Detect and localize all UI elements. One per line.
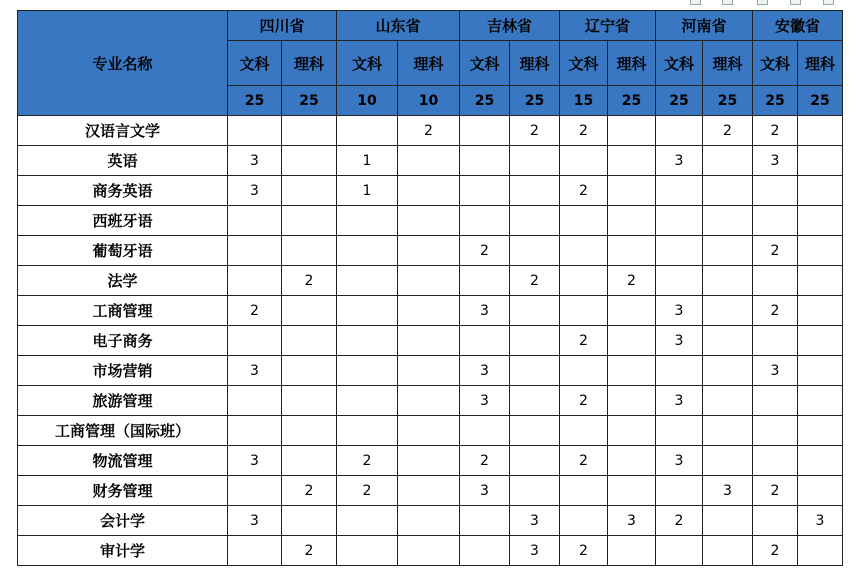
table-row [18,356,843,386]
major-column-header: 专业名称 [18,11,228,116]
quota-value-cell [337,536,398,566]
major-name-cell: 汉语言文学 [18,116,228,146]
quota-cell: 25 [703,86,753,116]
quota-value-cell [460,536,510,566]
quota-value-cell [753,176,798,206]
quota-value-cell: 3 [228,446,282,476]
major-name-cell: 法学 [18,266,228,296]
quota-value-cell: 2 [753,236,798,266]
quota-value-cell [460,266,510,296]
subject-header: 理科 [798,41,843,86]
quota-value-cell: 3 [656,446,703,476]
quota-value-cell [228,536,282,566]
quota-value-cell [703,236,753,266]
quota-value-cell [798,296,843,326]
quota-value-cell [460,416,510,446]
quota-value-cell [337,356,398,386]
table-row [18,236,843,266]
quota-value-cell: 3 [228,176,282,206]
subject-header: 理科 [282,41,337,86]
quota-value-cell: 2 [753,476,798,506]
quota-value-cell [798,176,843,206]
table-row [18,416,843,446]
quota-value-cell [560,416,608,446]
quota-value-cell [608,386,656,416]
quota-value-cell [798,446,843,476]
quota-value-cell [753,326,798,356]
quota-value-cell [398,536,460,566]
province-header: 河南省 [656,11,753,41]
quota-value-cell: 2 [337,476,398,506]
quota-value-cell [703,326,753,356]
quota-value-cell [510,146,560,176]
quota-value-cell: 2 [753,116,798,146]
quota-value-cell [510,416,560,446]
province-header: 山东省 [337,11,460,41]
quota-value-cell [282,236,337,266]
quota-value-cell [282,176,337,206]
quota-value-cell [337,266,398,296]
major-name-cell: 旅游管理 [18,386,228,416]
quota-value-cell: 2 [282,266,337,296]
quota-value-cell: 2 [510,116,560,146]
quota-value-cell [798,206,843,236]
top-toolbar-strip [0,0,856,10]
table-row [18,176,843,206]
quota-value-cell [337,386,398,416]
quota-value-cell [798,326,843,356]
quota-value-cell [703,446,753,476]
quota-value-cell: 2 [560,386,608,416]
enrollment-plan-table [17,10,843,566]
subject-header: 理科 [608,41,656,86]
quota-value-cell [608,356,656,386]
quota-value-cell: 2 [703,116,753,146]
quota-value-cell: 3 [460,296,510,326]
quota-value-cell [398,506,460,536]
quota-value-cell [798,116,843,146]
quota-value-cell: 2 [560,326,608,356]
quota-value-cell [608,476,656,506]
quota-value-cell [337,236,398,266]
quota-value-cell [608,236,656,266]
quota-value-cell [228,236,282,266]
quota-value-cell [798,386,843,416]
table-row [18,386,843,416]
quota-value-cell: 3 [460,356,510,386]
table-row [18,296,843,326]
quota-value-cell [282,296,337,326]
province-header: 安徽省 [753,11,843,41]
quota-value-cell: 3 [656,296,703,326]
toolbar-icon[interactable] [757,0,768,5]
major-name-cell: 西班牙语 [18,206,228,236]
quota-value-cell [228,326,282,356]
table-row [18,146,843,176]
quota-value-cell: 3 [228,146,282,176]
toolbar-icon[interactable] [790,0,801,5]
quota-value-cell: 1 [337,176,398,206]
toolbar-icon[interactable] [722,0,733,5]
quota-value-cell: 3 [703,476,753,506]
quota-value-cell [798,356,843,386]
quota-value-cell [560,476,608,506]
quota-value-cell [282,326,337,356]
subject-header: 文科 [560,41,608,86]
quota-value-cell [703,146,753,176]
table-row [18,506,843,536]
quota-value-cell [656,236,703,266]
quota-value-cell: 3 [753,146,798,176]
quota-value-cell [608,146,656,176]
quota-value-cell: 2 [753,536,798,566]
quota-value-cell [510,446,560,476]
quota-value-cell [460,326,510,356]
quota-value-cell [753,206,798,236]
quota-value-cell [560,356,608,386]
quota-value-cell: 3 [753,356,798,386]
quota-cell: 25 [282,86,337,116]
table-row [18,446,843,476]
quota-value-cell [703,416,753,446]
quota-value-cell [608,206,656,236]
major-name-cell: 工商管理（国际班） [18,416,228,446]
quota-value-cell [510,236,560,266]
quota-value-cell [228,206,282,236]
quota-cell: 25 [753,86,798,116]
quota-value-cell [608,116,656,146]
quota-value-cell [398,176,460,206]
quota-value-cell: 2 [460,236,510,266]
quota-cell: 10 [398,86,460,116]
quota-value-cell [337,326,398,356]
quota-value-cell [798,236,843,266]
quota-value-cell [560,236,608,266]
quota-value-cell [460,176,510,206]
quota-value-cell [608,536,656,566]
quota-value-cell: 2 [282,536,337,566]
quota-value-cell [337,506,398,536]
major-name-cell: 电子商务 [18,326,228,356]
quota-value-cell [560,146,608,176]
quota-value-cell: 2 [460,446,510,476]
quota-value-cell [703,206,753,236]
major-name-cell: 会计学 [18,506,228,536]
quota-value-cell [703,536,753,566]
quota-value-cell [510,206,560,236]
quota-value-cell [398,356,460,386]
subject-header: 文科 [753,41,798,86]
subject-header: 理科 [703,41,753,86]
quota-value-cell [798,476,843,506]
quota-value-cell [460,116,510,146]
quota-cell: 25 [608,86,656,116]
quota-value-cell [656,356,703,386]
quota-value-cell [560,206,608,236]
major-name-cell: 财务管理 [18,476,228,506]
quota-value-cell: 2 [560,446,608,476]
quota-value-cell [282,386,337,416]
subject-header: 文科 [228,41,282,86]
quota-value-cell [460,146,510,176]
quota-value-cell [282,446,337,476]
quota-value-cell [398,326,460,356]
major-name-cell: 物流管理 [18,446,228,476]
subject-header: 文科 [460,41,510,86]
quota-value-cell [398,416,460,446]
table-row [18,536,843,566]
quota-value-cell: 3 [656,326,703,356]
quota-cell: 25 [228,86,282,116]
quota-value-cell [656,266,703,296]
quota-value-cell: 3 [228,506,282,536]
quota-value-cell [228,416,282,446]
quota-value-cell [753,386,798,416]
quota-value-cell [703,386,753,416]
quota-value-cell [337,416,398,446]
quota-value-cell: 3 [510,536,560,566]
quota-value-cell: 2 [560,536,608,566]
quota-cell: 15 [560,86,608,116]
quota-value-cell: 3 [656,146,703,176]
quota-value-cell [656,536,703,566]
quota-value-cell [656,476,703,506]
quota-value-cell: 3 [656,386,703,416]
quota-value-cell [656,116,703,146]
quota-value-cell [282,146,337,176]
table-row [18,476,843,506]
quota-value-cell [703,296,753,326]
quota-value-cell: 2 [608,266,656,296]
toolbar-icon[interactable] [690,0,701,5]
quota-value-cell [228,266,282,296]
quota-value-cell [510,356,560,386]
subject-header: 文科 [337,41,398,86]
quota-value-cell [398,266,460,296]
quota-value-cell: 2 [337,446,398,476]
quota-value-cell [560,506,608,536]
quota-value-cell [753,446,798,476]
quota-value-cell: 3 [798,506,843,536]
quota-value-cell [608,176,656,206]
province-header: 四川省 [228,11,337,41]
quota-value-cell [337,296,398,326]
quota-value-cell [398,446,460,476]
major-name-cell: 市场营销 [18,356,228,386]
quota-value-cell [656,206,703,236]
table-row [18,266,843,296]
quota-value-cell: 3 [608,506,656,536]
quota-value-cell: 2 [510,266,560,296]
quota-value-cell [282,116,337,146]
quota-value-cell: 3 [460,476,510,506]
quota-value-cell [460,506,510,536]
quota-value-cell [510,326,560,356]
quota-cell: 25 [510,86,560,116]
quota-value-cell [560,296,608,326]
quota-value-cell [608,326,656,356]
quota-value-cell [398,236,460,266]
quota-value-cell [398,146,460,176]
quota-value-cell: 2 [753,296,798,326]
quota-value-cell: 2 [560,116,608,146]
quota-value-cell [703,176,753,206]
subject-header: 理科 [510,41,560,86]
quota-value-cell [282,416,337,446]
quota-value-cell [608,416,656,446]
quota-value-cell [753,266,798,296]
quota-value-cell [703,266,753,296]
quota-value-cell [282,356,337,386]
quota-value-cell [337,206,398,236]
quota-cell: 25 [656,86,703,116]
quota-value-cell [608,446,656,476]
table-body [18,116,843,566]
major-name-cell: 工商管理 [18,296,228,326]
quota-value-cell [510,476,560,506]
table-row [18,206,843,236]
quota-value-cell [753,506,798,536]
table-row [18,326,843,356]
major-name-cell: 商务英语 [18,176,228,206]
quota-value-cell [510,386,560,416]
major-name-cell: 审计学 [18,536,228,566]
quota-value-cell [282,506,337,536]
quota-value-cell: 3 [510,506,560,536]
quota-value-cell: 3 [460,386,510,416]
quota-value-cell: 2 [656,506,703,536]
quota-value-cell [228,386,282,416]
subject-header: 理科 [398,41,460,86]
quota-value-cell [798,536,843,566]
quota-value-cell [798,146,843,176]
quota-value-cell [510,296,560,326]
quota-value-cell: 2 [228,296,282,326]
toolbar-icon[interactable] [823,0,834,5]
quota-cell: 25 [798,86,843,116]
quota-value-cell: 2 [560,176,608,206]
quota-cell: 10 [337,86,398,116]
province-header: 吉林省 [460,11,560,41]
table-header [18,11,843,116]
major-name-cell: 葡萄牙语 [18,236,228,266]
quota-value-cell [337,116,398,146]
quota-value-cell [282,206,337,236]
quota-value-cell [398,206,460,236]
quota-value-cell [656,416,703,446]
quota-value-cell [228,116,282,146]
quota-value-cell [510,176,560,206]
quota-value-cell [703,356,753,386]
quota-value-cell [560,266,608,296]
quota-value-cell [398,386,460,416]
quota-value-cell: 2 [282,476,337,506]
quota-value-cell [656,176,703,206]
quota-value-cell [753,416,798,446]
quota-value-cell: 3 [228,356,282,386]
quota-value-cell [798,266,843,296]
quota-value-cell: 1 [337,146,398,176]
quota-value-cell [398,296,460,326]
quota-value-cell [398,476,460,506]
quota-value-cell [228,476,282,506]
quota-value-cell [703,506,753,536]
table-row [18,116,843,146]
quota-value-cell: 2 [398,116,460,146]
province-header: 辽宁省 [560,11,656,41]
quota-value-cell [460,206,510,236]
quota-value-cell [608,296,656,326]
subject-header: 文科 [656,41,703,86]
quota-cell: 25 [460,86,510,116]
quota-value-cell [798,416,843,446]
major-name-cell: 英语 [18,146,228,176]
